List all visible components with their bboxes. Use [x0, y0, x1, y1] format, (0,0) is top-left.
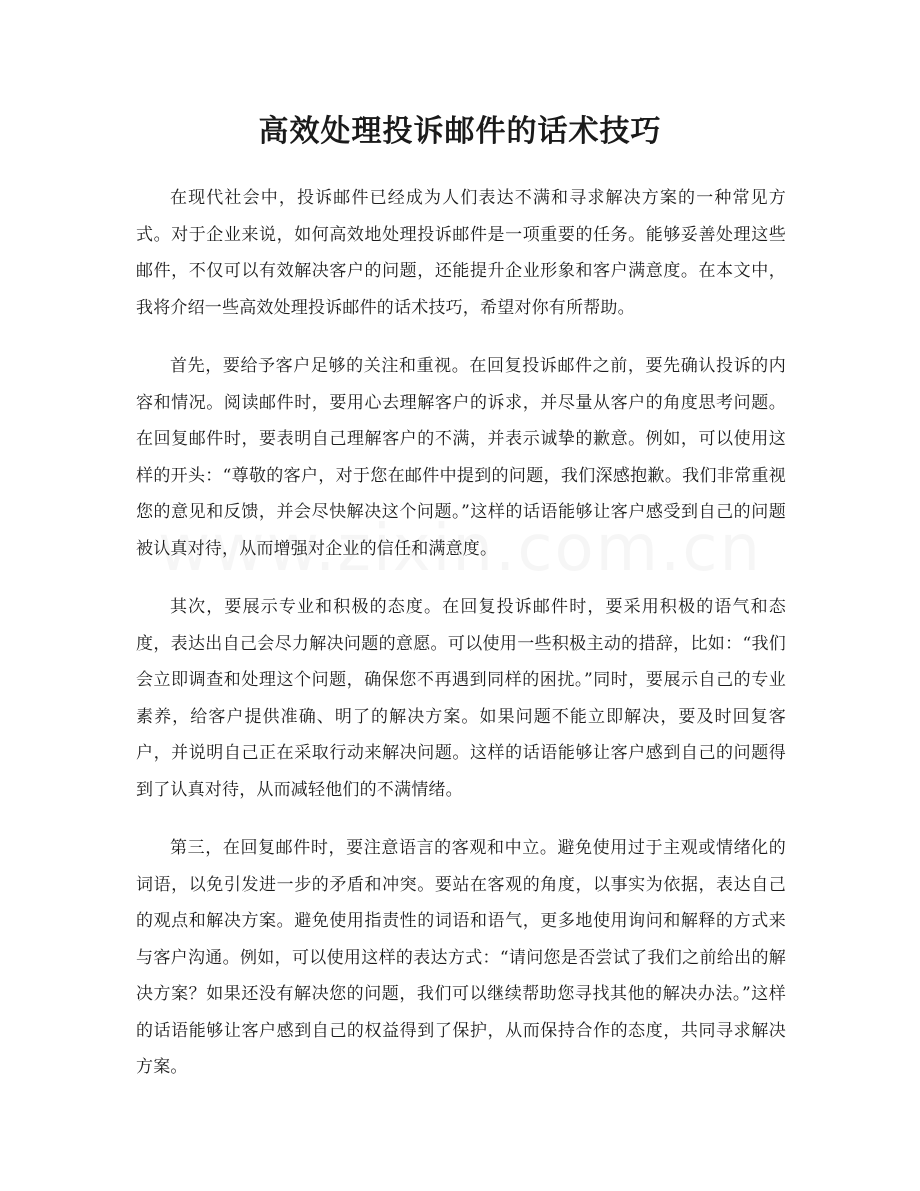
paragraph-2: 首先，要给予客户足够的关注和重视。在回复投诉邮件之前，要先确认投诉的内容和情况。阅读邮件时，要用心去理解客户的诉求，并尽量从客户的角度思考问题。在回复邮件时，要表明自己理解客户的不满，并表示诚挚的歉意。例如，可以使用这样的开头：“尊敬的客户，对于您在邮件中提到的问题，我们深感抱歉。我们非常重视您的意见和反馈，并会尽快解决这个问题。”这样的话语能够让客户感受到自己的问题被认真对待，从而增强对企业的信任和满意度。: [136, 356, 786, 559]
document-body: [136, 180, 786, 1108]
paragraph-1: 在现代社会中，投诉邮件已经成为人们表达不满和寻求解决方案的一种常见方式。对于企业来说，如何高效地处理投诉邮件是一项重要的任务。能够妥善处理这些邮件，不仅可以有效解决客户的问题，还能提升企业形象和客户满意度。在本文中，我将介绍一些高效处理投诉邮件的话术技巧，希望对你有所帮助。: [136, 188, 786, 318]
paragraph-4: 第三，在回复邮件时，要注意语言的客观和中立。避免使用过于主观或情绪化的词语，以免引发进一步的矛盾和冲突。要站在客观的角度，以事实为依据，表达自己的观点和解决方案。避免使用指责性的词语和语气，更多地使用询问和解释的方式来与客户沟通。例如，可以使用这样的表达方式：“请问您是否尝试了我们之前给出的解决方案？如果还没有解决您的问题，我们可以继续帮助您寻找其他的解决办法。”这样的话语能够让客户感到自己的权益得到了保护，从而保持合作的态度，共同寻求解决方案。: [136, 838, 786, 1077]
document-title: 高效处理投诉邮件的话术技巧: [258, 114, 662, 149]
paragraph-3: 其次，要展示专业和积极的态度。在回复投诉邮件时，要采用积极的语气和态度，表达出自己会尽力解决问题的意愿。可以使用一些积极主动的措辞，比如：“我们会立即调查和处理这个问题，确保您不再遇到同样的困扰。”同时，要展示自己的专业素养，给客户提供准确、明了的解决方案。如果问题不能立即解决，要及时回复客户，并说明自己正在采取行动来解决问题。这样的话语能够让客户感到自己的问题得到了认真对待，从而减轻他们的不满情绪。: [136, 597, 786, 800]
